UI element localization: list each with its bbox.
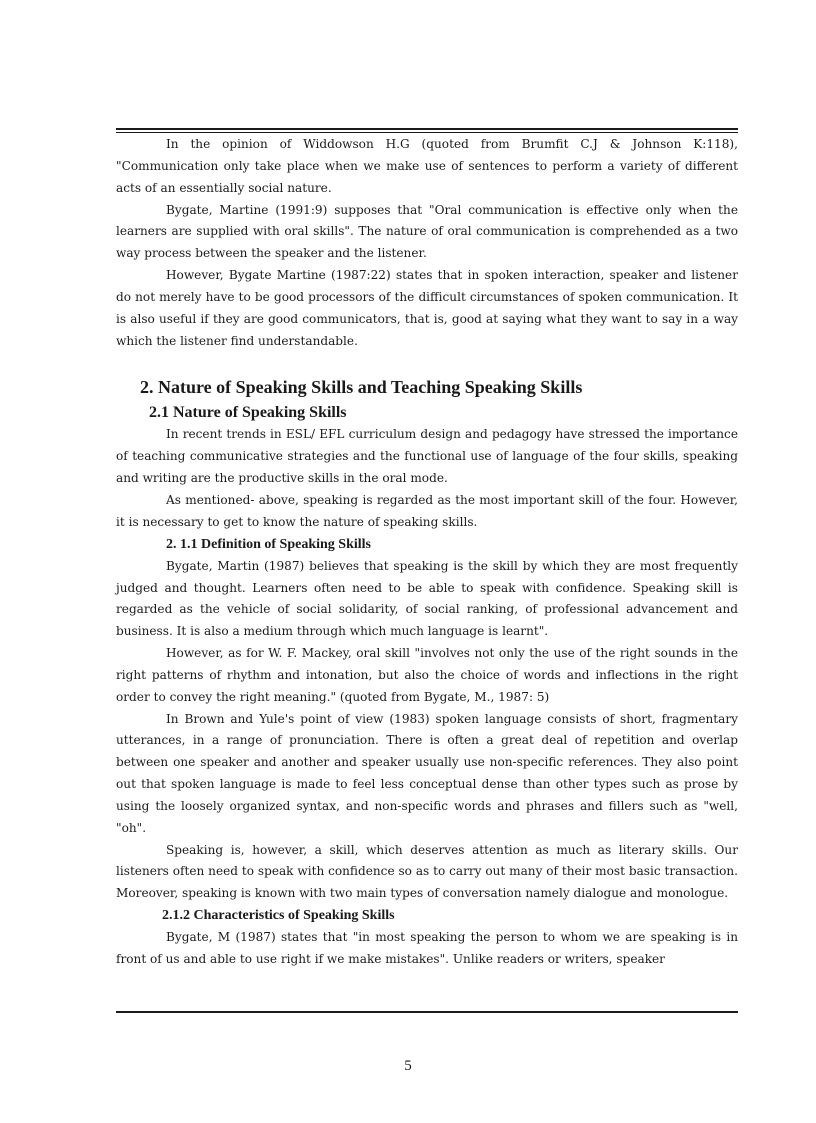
page-number: 5	[404, 1058, 412, 1074]
paragraph: In the opinion of Widdowson H.G (quoted from Brumfit C.J & Johnson K:118), "Communication only take place when we make use of sentences to perform a variety of different acts of an essentially social nature.	[116, 137, 738, 195]
paragraph: Speaking is, however, a skill, which deserves attention as much as literary skills. Our listeners often need to speak with confidence so as to carry out many of their most basic transaction. Moreover, speaking is known with two main types of conversation namely dialogue and monologue.	[116, 842, 738, 901]
header-rule-thin	[116, 132, 738, 133]
footer-rule	[116, 1011, 738, 1013]
subsubsection-heading: 2. 1.1 Definition of Speaking Skills	[166, 536, 371, 552]
subsection-heading: 2.1 Nature of Speaking Skills	[149, 404, 347, 422]
subsubsection-heading: 2.1.2 Characteristics of Speaking Skills	[162, 908, 395, 924]
paragraph: However, Bygate Martine (1987:22) states that in spoken interaction, speaker and listener do not merely have to be good processors of the difficult circumstances of spoken communication. It is also useful if they are good communicators, that is, good at saying what they want to say in a way which the listener find understandable.	[116, 268, 738, 348]
page-body	[116, 134, 738, 971]
header-rule	[116, 128, 738, 133]
paragraph: As mentioned- above, speaking is regarded as the most important skill of the four. However, it is necessary to get to know the nature of speaking skills.	[116, 492, 738, 529]
paragraph: In Brown and Yule's point of view (1983) spoken language consists of short, fragmentary utterances, in a range of pronunciation. There is often a great deal of repetition and overlap between one speaker and another and speaker usually use non-specific references. They also point out that spoken language is made to feel less conceptual dense than other types such as prose by using the loosely organized syntax, and non-specific words and phrases and fillers such as "well, "oh".	[116, 711, 738, 835]
section-heading: 2. Nature of Speaking Skills and Teaching Speaking Skills	[140, 377, 583, 398]
paragraph: However, as for W. F. Mackey, oral skill "involves not only the use of the right sounds in the right patterns of rhythm and intonation, but also the choice of words and inflections in the right order to convey the right meaning." (quoted from Bygate, M., 1987: 5)	[116, 646, 738, 704]
paragraph: Bygate, Martin (1987) believes that speaking is the skill by which they are most frequently judged and thought. Learners often need to be able to speak with confidence. Speaking skill is regarded as the vehicle of social solidarity, of social ranking, of professional advancement and business. It is also a medium through which much language is learnt".	[116, 558, 738, 639]
paragraph: Bygate, M (1987) states that "in most speaking the person to whom we are speaking is in front of us and able to use right if we make mistakes". Unlike readers or writers, speaker	[116, 930, 738, 966]
paragraph: In recent trends in ESL/ EFL curriculum design and pedagogy have stressed the importance of teaching communicative strategies and the functional use of language of the four skills, speaking and writing are the productive skills in the oral mode.	[116, 427, 738, 486]
paragraph: Bygate, Martine (1991:9) supposes that "Oral communication is effective only when the learners are supplied with oral skills". The nature of oral communication is comprehended as a two way process between the speaker and the listener.	[116, 202, 738, 261]
header-rule-thick	[116, 128, 738, 130]
